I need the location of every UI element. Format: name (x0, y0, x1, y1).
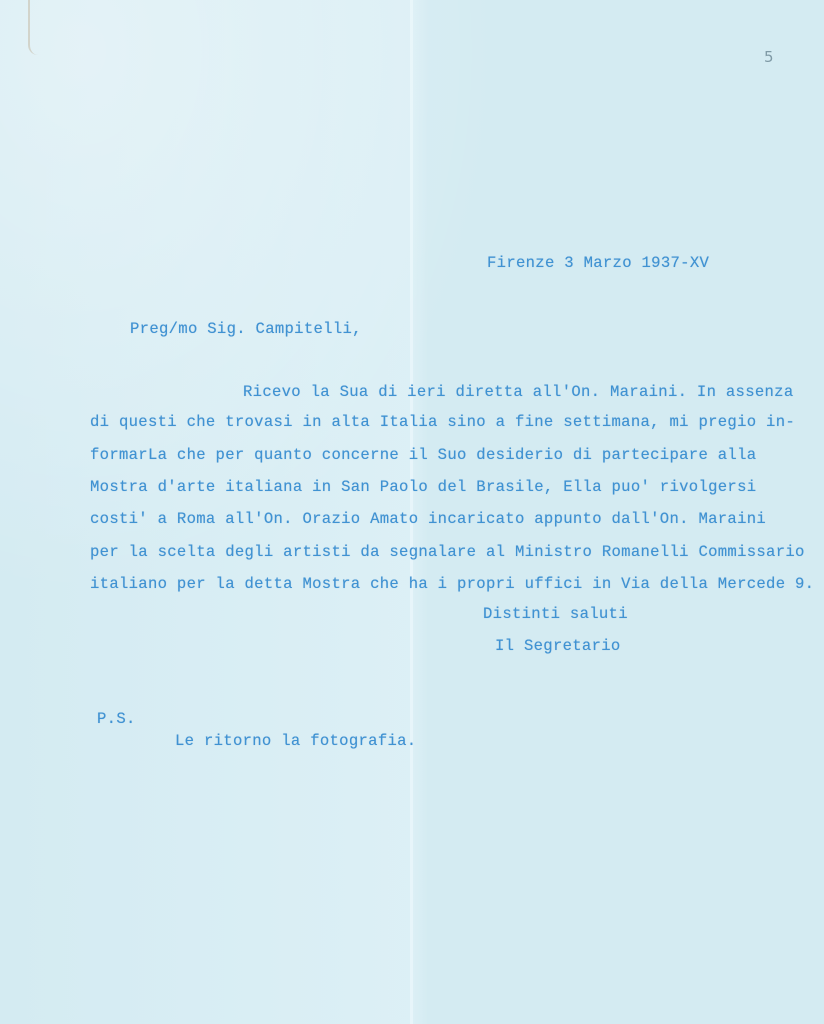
signature-line: Il Segretario (495, 637, 621, 655)
body-line: per la scelta degli artisti da segnalare al Ministro Romanelli Commissario (90, 543, 805, 561)
body-line: Mostra d'arte italiana in San Paolo del Brasile, Ella puo' rivolgersi (90, 478, 757, 496)
date-line: Firenze 3 Marzo 1937-XV (487, 254, 710, 272)
closing-line: Distinti saluti (483, 605, 628, 623)
body-line: di questi che trovasi in alta Italia sino a fine settimana, mi pregio in- (90, 413, 796, 431)
salutation: Preg/mo Sig. Campitelli, (130, 320, 362, 338)
postscript-text: Le ritorno la fotografia. (175, 732, 417, 750)
body-line: italiano per la detta Mostra che ha i propri uffici in Via della Mercede 9. (90, 575, 815, 593)
body-line: costi' a Roma all'On. Orazio Amato incaricato appunto dall'On. Maraini (90, 510, 767, 528)
paper-stain-mark (28, 0, 58, 55)
body-line: formarLa che per quanto concerne il Suo desiderio di partecipare alla (90, 446, 757, 464)
body-line: Ricevo la Sua di ieri diretta all'On. Maraini. In assenza (243, 383, 794, 401)
handwritten-page-number: 5 (764, 48, 774, 66)
postscript-label: P.S. (97, 710, 136, 728)
